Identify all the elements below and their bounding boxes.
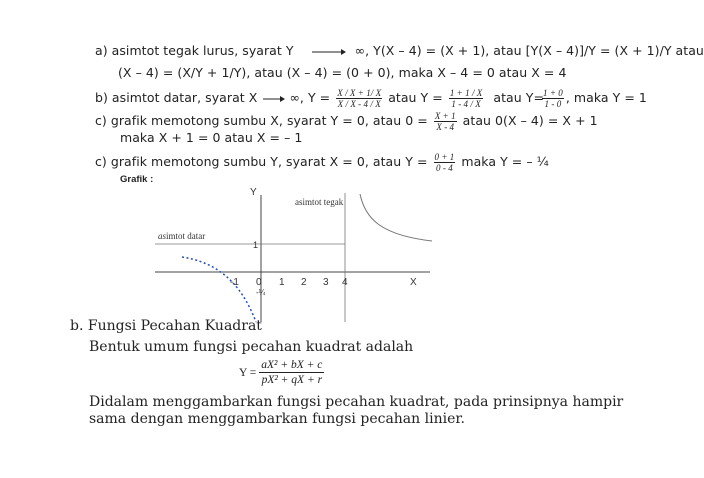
general-formula: Y = $\frac{\text{aX² + bX + c}}{\text{pX² + qX + r}}$ bbox=[239, 359, 323, 386]
x-tick-1: 1 bbox=[279, 277, 285, 288]
x-tick-3: 3 bbox=[323, 277, 329, 288]
curve-left-branch bbox=[182, 257, 256, 322]
fraction-b1: $\frac{X / X + 1/ X}{X / X - 4 / X}$ bbox=[337, 88, 382, 109]
fraction-d: $\frac{0 + 1}{0 - 4}$ bbox=[434, 152, 455, 173]
item-a-line1: a) asimtot tegak lurus, syarat Y ∞, Y(X – 4) = (X + 1), atau [Y(X – 4)]/Y = (X + 1)/Y atau bbox=[95, 43, 704, 58]
item-d-line: c) grafik memotong sumbu Y, syarat X = 0, atau Y = $\frac{0 + 1}{0 - 4}$ maka Y = – ¼ bbox=[95, 152, 549, 173]
item-c-line1: c) grafik memotong sumbu X, syarat Y = 0, atau 0 = $\frac{X + 1}{X - 4}$ atau 0(X – 4) = X + 1 bbox=[95, 111, 598, 132]
item-c-line2: maka X + 1 = 0 atau X = – 1 bbox=[120, 130, 303, 145]
x-tick-2: 2 bbox=[301, 277, 307, 288]
section-b-intro: Bentuk umum fungsi pecahan kuadrat adalah bbox=[89, 339, 414, 355]
section-b-body-line1: Didalam menggambarkan fungsi pecahan kuadrat, pada prinsipnya hampir bbox=[89, 394, 624, 410]
section-b-heading: b. Fungsi Pecahan Kuadrat bbox=[70, 318, 262, 334]
x-axis-label: X bbox=[410, 277, 417, 288]
section-b-body-line2: sama dengan menggambarkan fungsi pecahan linier. bbox=[89, 411, 465, 427]
item-a-line2: (X – 4) = (X/Y + 1/Y), atau (X – 4) = (0 + 0), maka X – 4 = 0 atau X = 4 bbox=[118, 65, 567, 80]
x-tick-4: 4 bbox=[342, 277, 348, 288]
fraction-c1: $\frac{X + 1}{X - 4}$ bbox=[434, 111, 456, 132]
y-axis-label: Y bbox=[250, 187, 257, 198]
fraction-b3: $\frac{1 + 0}{1 - 0}$ bbox=[543, 88, 563, 109]
curve-right-branch bbox=[360, 194, 432, 241]
vertical-asymptote-label: asimtot tegak bbox=[295, 197, 344, 207]
x-tick-0: 0 bbox=[256, 277, 262, 288]
fraction-b2: $\frac{1 + 1 / X}{1 - 4 / X}$ bbox=[449, 88, 483, 109]
graph-label: Grafik : bbox=[120, 174, 154, 185]
y-tick-1: 1 bbox=[253, 240, 259, 250]
horizontal-asymptote-label: asimtot datar bbox=[158, 231, 206, 241]
y-intercept-label: -¼ bbox=[256, 288, 266, 297]
x-tick-neg1: -1 bbox=[230, 277, 239, 288]
item-b-line: b) asimtot datar, syarat X ∞, Y = $\frac{X / X + 1/ X}{X / X - 4 / X}$ atau Y = $\frac{1 + 1 / X}{1 - 4 / X}$ atau Y= $\frac{1 + 0}{1 - 0}$ , maka Y = 1 bbox=[95, 88, 647, 109]
